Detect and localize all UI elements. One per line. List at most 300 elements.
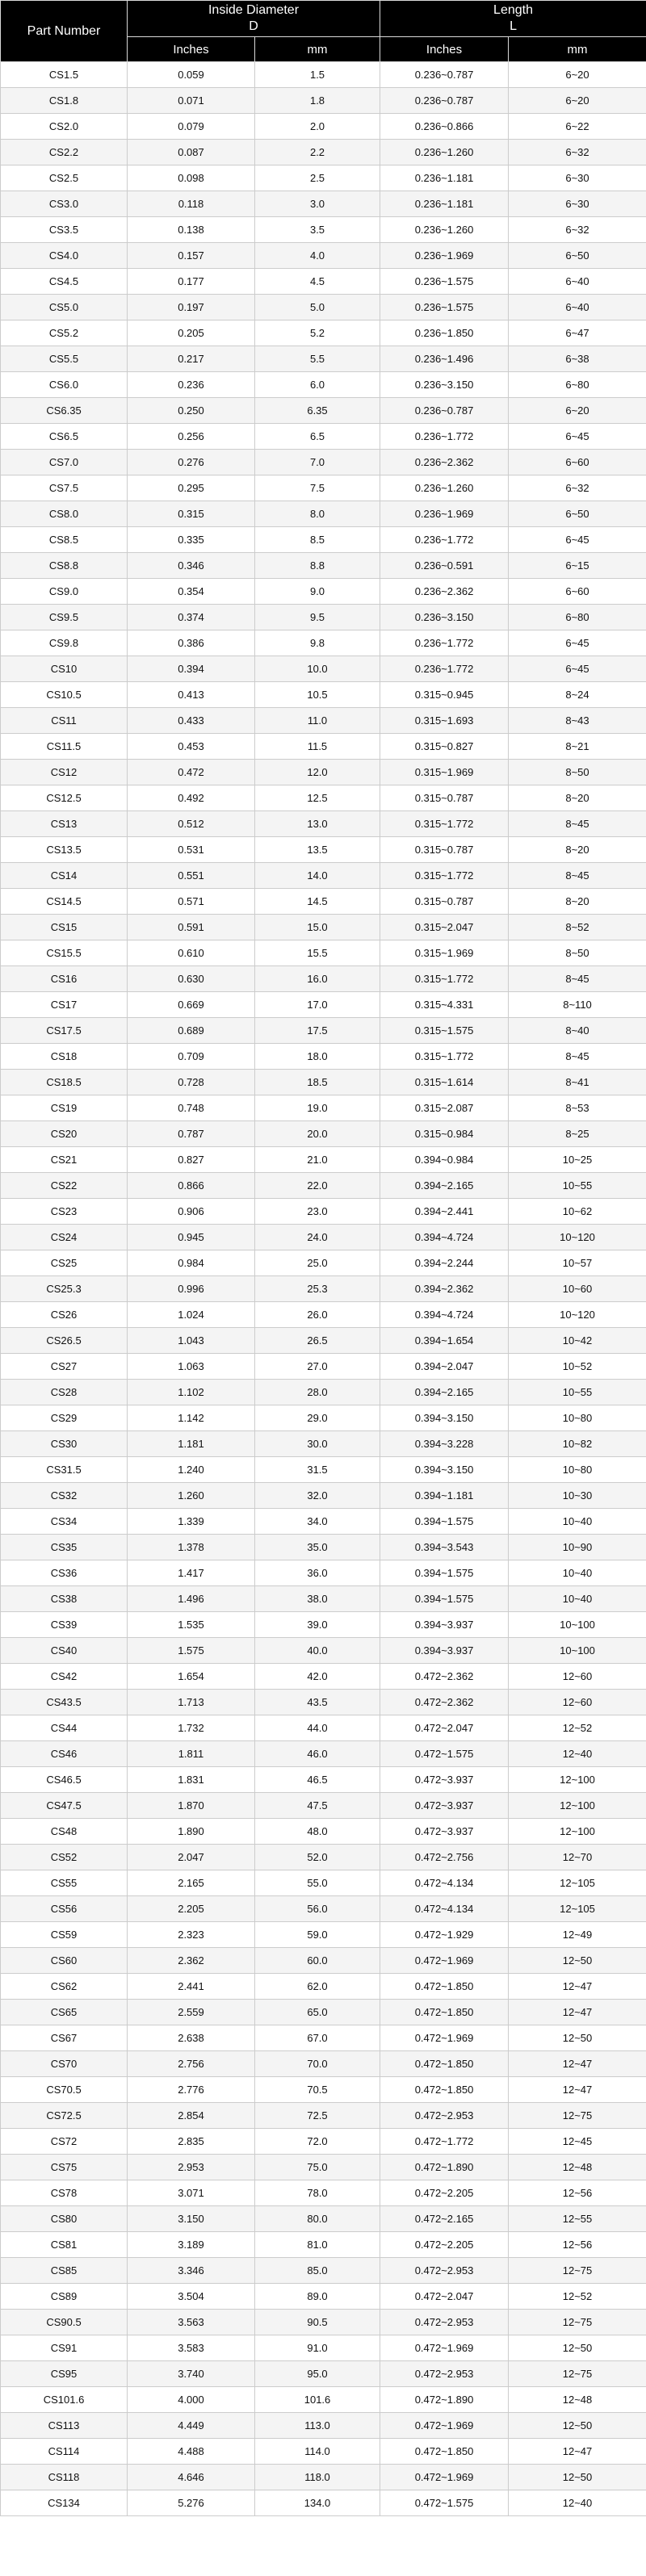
cell-part-number: CS4.0 [1,243,128,269]
cell-length-inches: 0.472~2.362 [380,1690,509,1715]
cell-part-number: CS47.5 [1,1793,128,1819]
table-row [1,398,646,424]
cell-part-number: CS36 [1,1560,128,1586]
table-row [1,2310,646,2335]
cell-length-inches: 0.236~0.591 [380,553,509,579]
cell-part-number: CS46.5 [1,1767,128,1793]
cell-diameter-mm: 118.0 [255,2465,380,2490]
table-header [1,1,646,62]
table-row [1,2413,646,2439]
cell-part-number: CS95 [1,2361,128,2387]
table-row [1,1302,646,1328]
cell-length-inches: 0.394~2.047 [380,1354,509,1380]
cell-length-mm: 12~70 [509,1845,646,1870]
cell-length-inches: 0.236~2.362 [380,579,509,605]
cell-length-mm: 12~105 [509,1870,646,1896]
cell-diameter-mm: 17.0 [255,992,380,1018]
cell-part-number: CS17 [1,992,128,1018]
cell-length-mm: 12~100 [509,1767,646,1793]
cell-length-inches: 0.472~2.205 [380,2232,509,2258]
cell-diameter-inches: 2.323 [128,1922,255,1948]
cell-diameter-mm: 85.0 [255,2258,380,2284]
table-row [1,579,646,605]
cell-diameter-inches: 1.811 [128,1741,255,1767]
cell-diameter-inches: 0.276 [128,450,255,475]
table-row [1,863,646,889]
cell-diameter-inches: 2.756 [128,2051,255,2077]
cell-diameter-inches: 1.535 [128,1612,255,1638]
cell-length-inches: 0.472~1.929 [380,1922,509,1948]
cell-part-number: CS16 [1,966,128,992]
cell-length-mm: 6~32 [509,475,646,501]
cell-part-number: CS21 [1,1147,128,1173]
table-row [1,62,646,88]
header-length-symbol: L [510,19,517,33]
header-inside-diameter [128,1,380,37]
cell-part-number: CS26.5 [1,1328,128,1354]
cell-diameter-mm: 89.0 [255,2284,380,2310]
table-row [1,1664,646,1690]
table-row [1,217,646,243]
cell-diameter-inches: 0.787 [128,1121,255,1147]
cell-part-number: CS4.5 [1,269,128,295]
cell-diameter-mm: 9.0 [255,579,380,605]
table-row [1,1767,646,1793]
cell-diameter-mm: 8.8 [255,553,380,579]
cell-diameter-mm: 30.0 [255,1431,380,1457]
cell-part-number: CS118 [1,2465,128,2490]
cell-length-mm: 8~53 [509,1095,646,1121]
cell-length-inches: 0.315~0.787 [380,785,509,811]
cell-length-inches: 0.315~0.984 [380,1121,509,1147]
cell-length-mm: 12~75 [509,2310,646,2335]
cell-diameter-mm: 78.0 [255,2180,380,2206]
cell-length-mm: 10~100 [509,1638,646,1664]
cell-part-number: CS19 [1,1095,128,1121]
cell-length-inches: 0.472~2.953 [380,2361,509,2387]
cell-diameter-mm: 10.5 [255,682,380,708]
cell-part-number: CS56 [1,1896,128,1922]
cell-length-mm: 8~50 [509,760,646,785]
table-row [1,450,646,475]
cell-part-number: CS32 [1,1483,128,1509]
cell-diameter-inches: 4.488 [128,2439,255,2465]
cell-diameter-mm: 27.0 [255,1354,380,1380]
cell-diameter-inches: 1.713 [128,1690,255,1715]
cell-diameter-inches: 0.157 [128,243,255,269]
cell-diameter-mm: 3.5 [255,217,380,243]
cell-length-mm: 6~15 [509,553,646,579]
cell-diameter-mm: 1.5 [255,62,380,88]
cell-diameter-inches: 2.205 [128,1896,255,1922]
cell-length-inches: 0.394~3.937 [380,1612,509,1638]
cell-length-mm: 12~75 [509,2361,646,2387]
cell-diameter-inches: 3.189 [128,2232,255,2258]
cell-diameter-inches: 0.256 [128,424,255,450]
cell-diameter-mm: 35.0 [255,1535,380,1560]
cell-part-number: CS75 [1,2155,128,2180]
cell-part-number: CS6.5 [1,424,128,450]
cell-length-mm: 6~60 [509,450,646,475]
table-row [1,2180,646,2206]
cell-diameter-mm: 67.0 [255,2025,380,2051]
cell-diameter-mm: 11.0 [255,708,380,734]
table-row [1,2361,646,2387]
cell-length-inches: 0.315~1.772 [380,966,509,992]
cell-diameter-inches: 0.346 [128,553,255,579]
cell-diameter-mm: 4.5 [255,269,380,295]
cell-length-mm: 10~57 [509,1250,646,1276]
table-row [1,605,646,630]
cell-length-mm: 8~20 [509,837,646,863]
cell-part-number: CS20 [1,1121,128,1147]
cell-diameter-mm: 40.0 [255,1638,380,1664]
cell-diameter-mm: 46.5 [255,1767,380,1793]
cell-diameter-inches: 5.276 [128,2490,255,2516]
cell-diameter-mm: 5.5 [255,346,380,372]
cell-diameter-inches: 0.433 [128,708,255,734]
table-row [1,1380,646,1405]
cell-diameter-inches: 2.165 [128,1870,255,1896]
cell-length-mm: 12~60 [509,1664,646,1690]
cell-diameter-mm: 19.0 [255,1095,380,1121]
cell-length-mm: 10~120 [509,1302,646,1328]
cell-length-inches: 0.472~2.362 [380,1664,509,1690]
table-row [1,1690,646,1715]
cell-length-mm: 6~30 [509,191,646,217]
cell-diameter-mm: 10.0 [255,656,380,682]
cell-diameter-mm: 60.0 [255,1948,380,1974]
cell-diameter-mm: 65.0 [255,2000,380,2025]
subheader-diameter-inches: Inches [128,37,255,62]
cell-length-mm: 6~80 [509,372,646,398]
table-row [1,1018,646,1044]
cell-length-inches: 0.394~1.181 [380,1483,509,1509]
cell-diameter-inches: 0.374 [128,605,255,630]
cell-part-number: CS90.5 [1,2310,128,2335]
cell-part-number: CS6.0 [1,372,128,398]
cell-length-mm: 6~32 [509,140,646,165]
cell-diameter-inches: 1.024 [128,1302,255,1328]
cell-length-inches: 0.236~1.969 [380,243,509,269]
cell-diameter-mm: 7.0 [255,450,380,475]
cell-length-mm: 8~50 [509,940,646,966]
table-row [1,1483,646,1509]
cell-diameter-inches: 0.177 [128,269,255,295]
table-row [1,656,646,682]
cell-length-inches: 0.394~3.937 [380,1638,509,1664]
cell-length-mm: 12~75 [509,2258,646,2284]
cell-length-mm: 10~52 [509,1354,646,1380]
table-row [1,734,646,760]
table-row [1,760,646,785]
cell-part-number: CS2.2 [1,140,128,165]
cell-diameter-inches: 0.059 [128,62,255,88]
table-row [1,1715,646,1741]
cell-length-mm: 12~50 [509,2465,646,2490]
cell-length-mm: 8~24 [509,682,646,708]
cell-length-inches: 0.472~4.134 [380,1870,509,1896]
cell-diameter-inches: 2.953 [128,2155,255,2180]
cell-diameter-inches: 0.492 [128,785,255,811]
cell-part-number: CS9.5 [1,605,128,630]
table-row [1,785,646,811]
cell-length-mm: 12~47 [509,2439,646,2465]
cell-length-inches: 0.236~1.496 [380,346,509,372]
cell-diameter-inches: 0.453 [128,734,255,760]
table-row [1,2000,646,2025]
cell-length-mm: 12~50 [509,1948,646,1974]
cell-length-inches: 0.394~3.150 [380,1457,509,1483]
cell-length-mm: 12~100 [509,1819,646,1845]
cell-part-number: CS65 [1,2000,128,2025]
table-row [1,2490,646,2516]
header-inside-diameter-symbol: D [249,19,258,33]
table-row [1,88,646,114]
cell-diameter-inches: 4.646 [128,2465,255,2490]
cell-length-mm: 12~48 [509,2155,646,2180]
cell-part-number: CS46 [1,1741,128,1767]
cell-diameter-mm: 1.8 [255,88,380,114]
cell-length-inches: 0.236~1.260 [380,475,509,501]
cell-diameter-inches: 0.996 [128,1276,255,1302]
cell-length-inches: 0.472~1.969 [380,2413,509,2439]
cell-length-mm: 6~50 [509,501,646,527]
cell-part-number: CS70.5 [1,2077,128,2103]
cell-length-inches: 0.472~4.134 [380,1896,509,1922]
cell-length-inches: 0.236~1.969 [380,501,509,527]
cell-length-inches: 0.472~3.937 [380,1793,509,1819]
cell-diameter-inches: 0.250 [128,398,255,424]
cell-part-number: CS29 [1,1405,128,1431]
cell-diameter-inches: 3.583 [128,2335,255,2361]
cell-length-mm: 12~49 [509,1922,646,1948]
cell-diameter-inches: 3.346 [128,2258,255,2284]
cell-length-mm: 12~48 [509,2387,646,2413]
cell-length-mm: 8~45 [509,1044,646,1070]
cell-length-mm: 12~56 [509,2232,646,2258]
table-row [1,1948,646,1974]
cell-diameter-inches: 0.551 [128,863,255,889]
cell-diameter-mm: 25.0 [255,1250,380,1276]
header-length-title: Length [493,3,533,17]
cell-diameter-mm: 14.5 [255,889,380,915]
cell-diameter-inches: 3.150 [128,2206,255,2232]
cell-diameter-mm: 90.5 [255,2310,380,2335]
cell-diameter-inches: 0.335 [128,527,255,553]
cell-length-inches: 0.472~1.850 [380,2051,509,2077]
cell-part-number: CS12.5 [1,785,128,811]
cell-diameter-mm: 43.5 [255,1690,380,1715]
cell-diameter-mm: 113.0 [255,2413,380,2439]
cell-diameter-mm: 25.3 [255,1276,380,1302]
cell-diameter-inches: 2.835 [128,2129,255,2155]
cell-part-number: CS11.5 [1,734,128,760]
cell-length-mm: 12~52 [509,1715,646,1741]
cell-diameter-mm: 26.5 [255,1328,380,1354]
cell-length-mm: 8~52 [509,915,646,940]
cell-length-inches: 0.472~1.890 [380,2387,509,2413]
cell-diameter-inches: 1.417 [128,1560,255,1586]
cell-diameter-inches: 1.378 [128,1535,255,1560]
cell-diameter-mm: 134.0 [255,2490,380,2516]
cell-diameter-mm: 7.5 [255,475,380,501]
table-row [1,682,646,708]
cell-diameter-inches: 0.709 [128,1044,255,1070]
cell-diameter-inches: 0.098 [128,165,255,191]
cell-diameter-inches: 0.118 [128,191,255,217]
cell-part-number: CS11 [1,708,128,734]
cell-diameter-inches: 0.295 [128,475,255,501]
cell-length-mm: 12~75 [509,2103,646,2129]
cell-diameter-mm: 28.0 [255,1380,380,1405]
cell-length-mm: 10~40 [509,1509,646,1535]
cell-length-inches: 0.394~0.984 [380,1147,509,1173]
cell-part-number: CS9.0 [1,579,128,605]
cell-diameter-inches: 1.240 [128,1457,255,1483]
cell-diameter-mm: 2.0 [255,114,380,140]
cell-length-mm: 8~43 [509,708,646,734]
cell-length-inches: 0.315~1.772 [380,863,509,889]
cell-diameter-mm: 56.0 [255,1896,380,1922]
cell-length-inches: 0.236~1.575 [380,269,509,295]
cell-length-inches: 0.315~1.772 [380,1044,509,1070]
cell-length-inches: 0.472~1.890 [380,2155,509,2180]
cell-length-mm: 12~40 [509,2490,646,2516]
cell-diameter-mm: 6.0 [255,372,380,398]
cell-part-number: CS30 [1,1431,128,1457]
cell-diameter-inches: 0.728 [128,1070,255,1095]
cell-diameter-inches: 0.689 [128,1018,255,1044]
cell-diameter-inches: 0.669 [128,992,255,1018]
cell-diameter-mm: 80.0 [255,2206,380,2232]
table-row [1,501,646,527]
cell-length-mm: 12~47 [509,2051,646,2077]
cell-part-number: CS91 [1,2335,128,2361]
cell-diameter-mm: 20.0 [255,1121,380,1147]
cell-part-number: CS15 [1,915,128,940]
table-row [1,889,646,915]
table-row [1,243,646,269]
cell-length-mm: 6~47 [509,320,646,346]
cell-diameter-inches: 0.472 [128,760,255,785]
cell-diameter-mm: 18.0 [255,1044,380,1070]
cell-part-number: CS72.5 [1,2103,128,2129]
table-row [1,165,646,191]
table-row [1,2465,646,2490]
cell-diameter-mm: 18.5 [255,1070,380,1095]
cell-length-mm: 12~55 [509,2206,646,2232]
cell-diameter-inches: 0.984 [128,1250,255,1276]
cell-length-inches: 0.315~1.614 [380,1070,509,1095]
cell-diameter-inches: 1.496 [128,1586,255,1612]
table-row [1,2335,646,2361]
cell-part-number: CS5.0 [1,295,128,320]
cell-diameter-mm: 42.0 [255,1664,380,1690]
cell-diameter-inches: 2.441 [128,1974,255,2000]
table-row [1,2155,646,2180]
cell-length-inches: 0.315~1.693 [380,708,509,734]
cell-diameter-mm: 11.5 [255,734,380,760]
table-row [1,320,646,346]
header-part-number: Part Number [1,1,128,62]
cell-part-number: CS113 [1,2413,128,2439]
table-row [1,2103,646,2129]
cell-diameter-mm: 9.5 [255,605,380,630]
cell-diameter-mm: 8.0 [255,501,380,527]
cell-diameter-inches: 2.362 [128,1948,255,1974]
cell-length-mm: 8~45 [509,966,646,992]
cell-diameter-mm: 14.0 [255,863,380,889]
table-row [1,2051,646,2077]
cell-diameter-inches: 1.102 [128,1380,255,1405]
cell-diameter-inches: 3.071 [128,2180,255,2206]
table-row [1,1044,646,1070]
cell-length-mm: 10~120 [509,1225,646,1250]
table-row [1,1328,646,1354]
cell-part-number: CS39 [1,1612,128,1638]
cell-length-mm: 10~100 [509,1612,646,1638]
cell-length-inches: 0.472~1.969 [380,2465,509,2490]
cell-length-inches: 0.394~4.724 [380,1302,509,1328]
cell-length-mm: 12~50 [509,2335,646,2361]
cell-length-inches: 0.236~1.575 [380,295,509,320]
cell-part-number: CS78 [1,2180,128,2206]
cell-diameter-inches: 1.043 [128,1328,255,1354]
cell-diameter-inches: 4.449 [128,2413,255,2439]
cell-length-inches: 0.472~1.969 [380,2335,509,2361]
table-row [1,1225,646,1250]
cell-length-mm: 12~50 [509,2413,646,2439]
cell-length-mm: 10~62 [509,1199,646,1225]
cell-length-mm: 10~80 [509,1405,646,1431]
table-row [1,915,646,940]
cell-length-inches: 0.236~1.181 [380,165,509,191]
cell-length-inches: 0.472~3.937 [380,1819,509,1845]
cell-part-number: CS85 [1,2258,128,2284]
cell-part-number: CS72 [1,2129,128,2155]
subheader-length-mm: mm [509,37,646,62]
cell-part-number: CS25.3 [1,1276,128,1302]
cell-diameter-mm: 31.5 [255,1457,380,1483]
cell-diameter-inches: 0.413 [128,682,255,708]
table-row [1,191,646,217]
cell-diameter-inches: 2.559 [128,2000,255,2025]
cell-diameter-inches: 0.071 [128,88,255,114]
cell-diameter-mm: 4.0 [255,243,380,269]
table-body [1,62,646,2516]
cell-length-mm: 6~45 [509,656,646,682]
cell-diameter-inches: 0.079 [128,114,255,140]
cell-diameter-mm: 2.2 [255,140,380,165]
table-row [1,1250,646,1276]
cell-length-inches: 0.394~1.575 [380,1586,509,1612]
table-row [1,1612,646,1638]
table-row [1,140,646,165]
table-row [1,1638,646,1664]
cell-length-mm: 6~20 [509,398,646,424]
table-row [1,992,646,1018]
cell-part-number: CS26 [1,1302,128,1328]
table-row [1,1199,646,1225]
cell-length-inches: 0.394~1.575 [380,1509,509,1535]
cell-diameter-mm: 21.0 [255,1147,380,1173]
cell-part-number: CS81 [1,2232,128,2258]
cell-part-number: CS60 [1,1948,128,1974]
cell-length-inches: 0.315~2.087 [380,1095,509,1121]
table-row [1,2129,646,2155]
cell-diameter-inches: 3.504 [128,2284,255,2310]
